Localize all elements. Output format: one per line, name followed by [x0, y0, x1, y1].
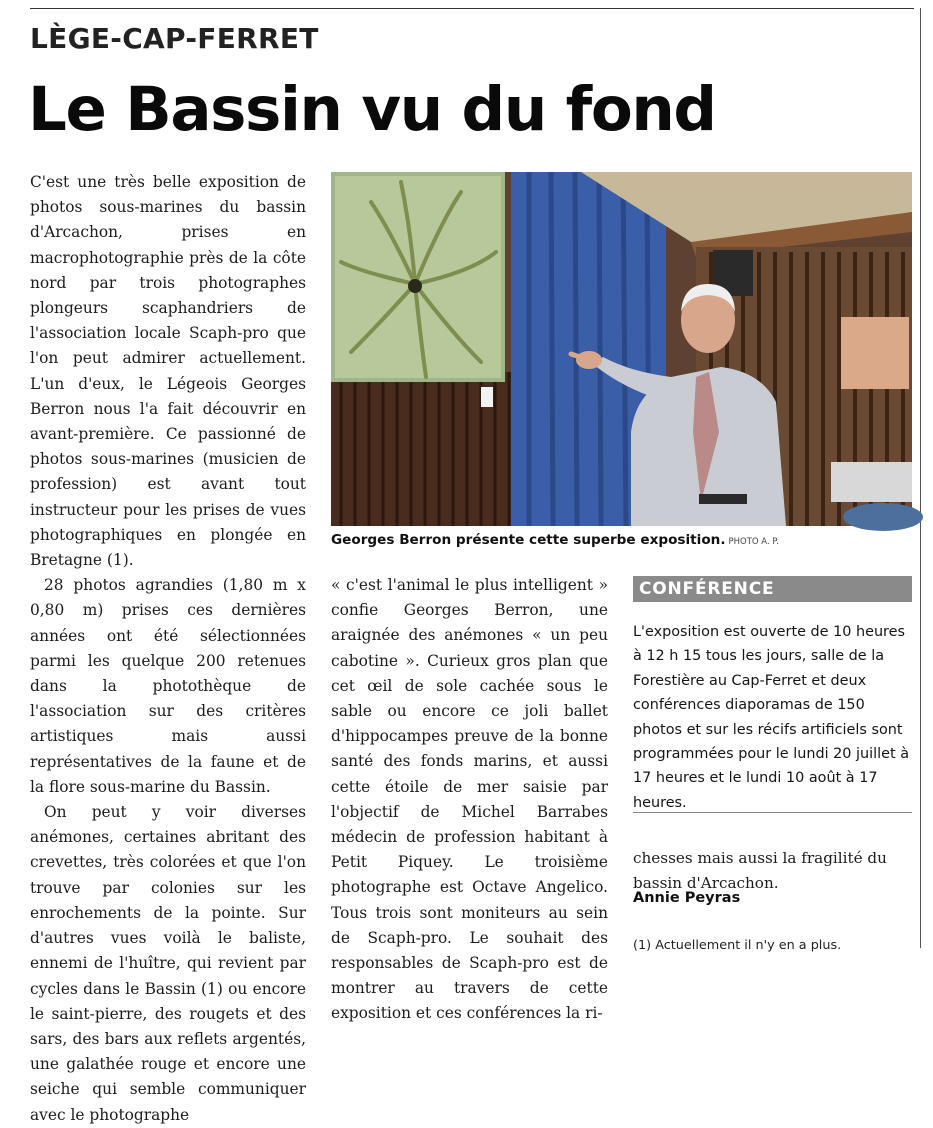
- exhibition-photo: [331, 172, 912, 526]
- article-headline: Le Bassin vu du fond: [28, 74, 716, 145]
- author-byline: Annie Peyras: [633, 890, 741, 906]
- location-kicker: LÈGE-CAP-FERRET: [30, 22, 319, 55]
- photo-credit: PHOTO A. P.: [728, 537, 779, 547]
- top-rule: [30, 8, 914, 9]
- caption-text: Georges Berron présente cette superbe exposition.: [331, 532, 726, 548]
- paragraph-1: C'est une très belle exposition de photos sous-marines du bassin d'Arcachon, prises en macrophotographie près de la côte nord par trois photographes plongeurs scaphandriers de l'association locale Scaph-pro que l'on peut admirer actuellement. L'un d'eux, le Légeois Georges Berron nous l'a fait découvrir en avant-première. Ce passionné de photos sous-marines (musicien de profession) est avant tout instructeur pour les prises de vues photographiques en plongée en Bretagne (1).: [30, 173, 306, 570]
- footnote: (1) Actuellement il n'y en a plus.: [633, 938, 842, 953]
- paragraph-3: On peut y voir diverses anémones, certaines abritant des crevettes, très colorées et que l'on trouve par colonies sur les enrochements de la pointe. Sur d'autres vues voilà le baliste, ennemi de l'huître, qui revient par cycles dans le Bassin (1) ou encore le saint-pierre, des rougets et des sars, des bars aux reflets argentés, une galathée rouge et encore une seiche qui semble communiquer avec le photographe: [30, 803, 306, 1124]
- box-divider: [633, 812, 912, 813]
- column-3-text: chesses mais aussi la fragilité du bassin d'Arcachon.: [633, 849, 887, 892]
- right-rule: [920, 8, 921, 948]
- conference-box-text: L'exposition est ouverte de 10 heures à 12 h 15 tous les jours, salle de la Forestière au Cap-Ferret et deux conférences diaporamas de 150 photos et sur les récifs artificiels sont programmées pour le lundi 20 juillet à 17 heures et le lundi 10 août à 17 heures.: [633, 624, 910, 811]
- column-2-text: « c'est l'animal le plus intelligent » confie Georges Berron, une araignée des anémones « un peu cabotine ». Curieux gros plan que cet œil de sole cachée sous le sable ou encore ce joli ballet d'hippocampes preuve de la bonne santé des fonds marins, et aussi cette étoile de mer saisie par l'objectif de Michel Barrabes médecin de profession habitant à Petit Piquey. Le troisième photographe est Octave Angelico. Tous trois sont moniteurs au sein de Scaph-pro. Le souhait des responsables de Scaph-pro est de montrer au travers de cette exposition et ces conférences la ri-: [331, 576, 608, 1023]
- article-column-2: [331, 573, 608, 1023]
- article-column-3: [633, 846, 915, 896]
- article-column-1: [30, 170, 306, 1124]
- photo-caption: [331, 532, 916, 548]
- paragraph-2: 28 photos agrandies (1,80 m x 0,80 m) prises ces dernières années ont été sélectionnées parmi les quelque 200 retenues dans la photothèque de l'association sur des critères artistiques mais aussi représentatives de la faune et de la flore sous-marine du Bassin.: [30, 576, 306, 796]
- conference-box-title: CONFÉRENCE: [633, 576, 912, 602]
